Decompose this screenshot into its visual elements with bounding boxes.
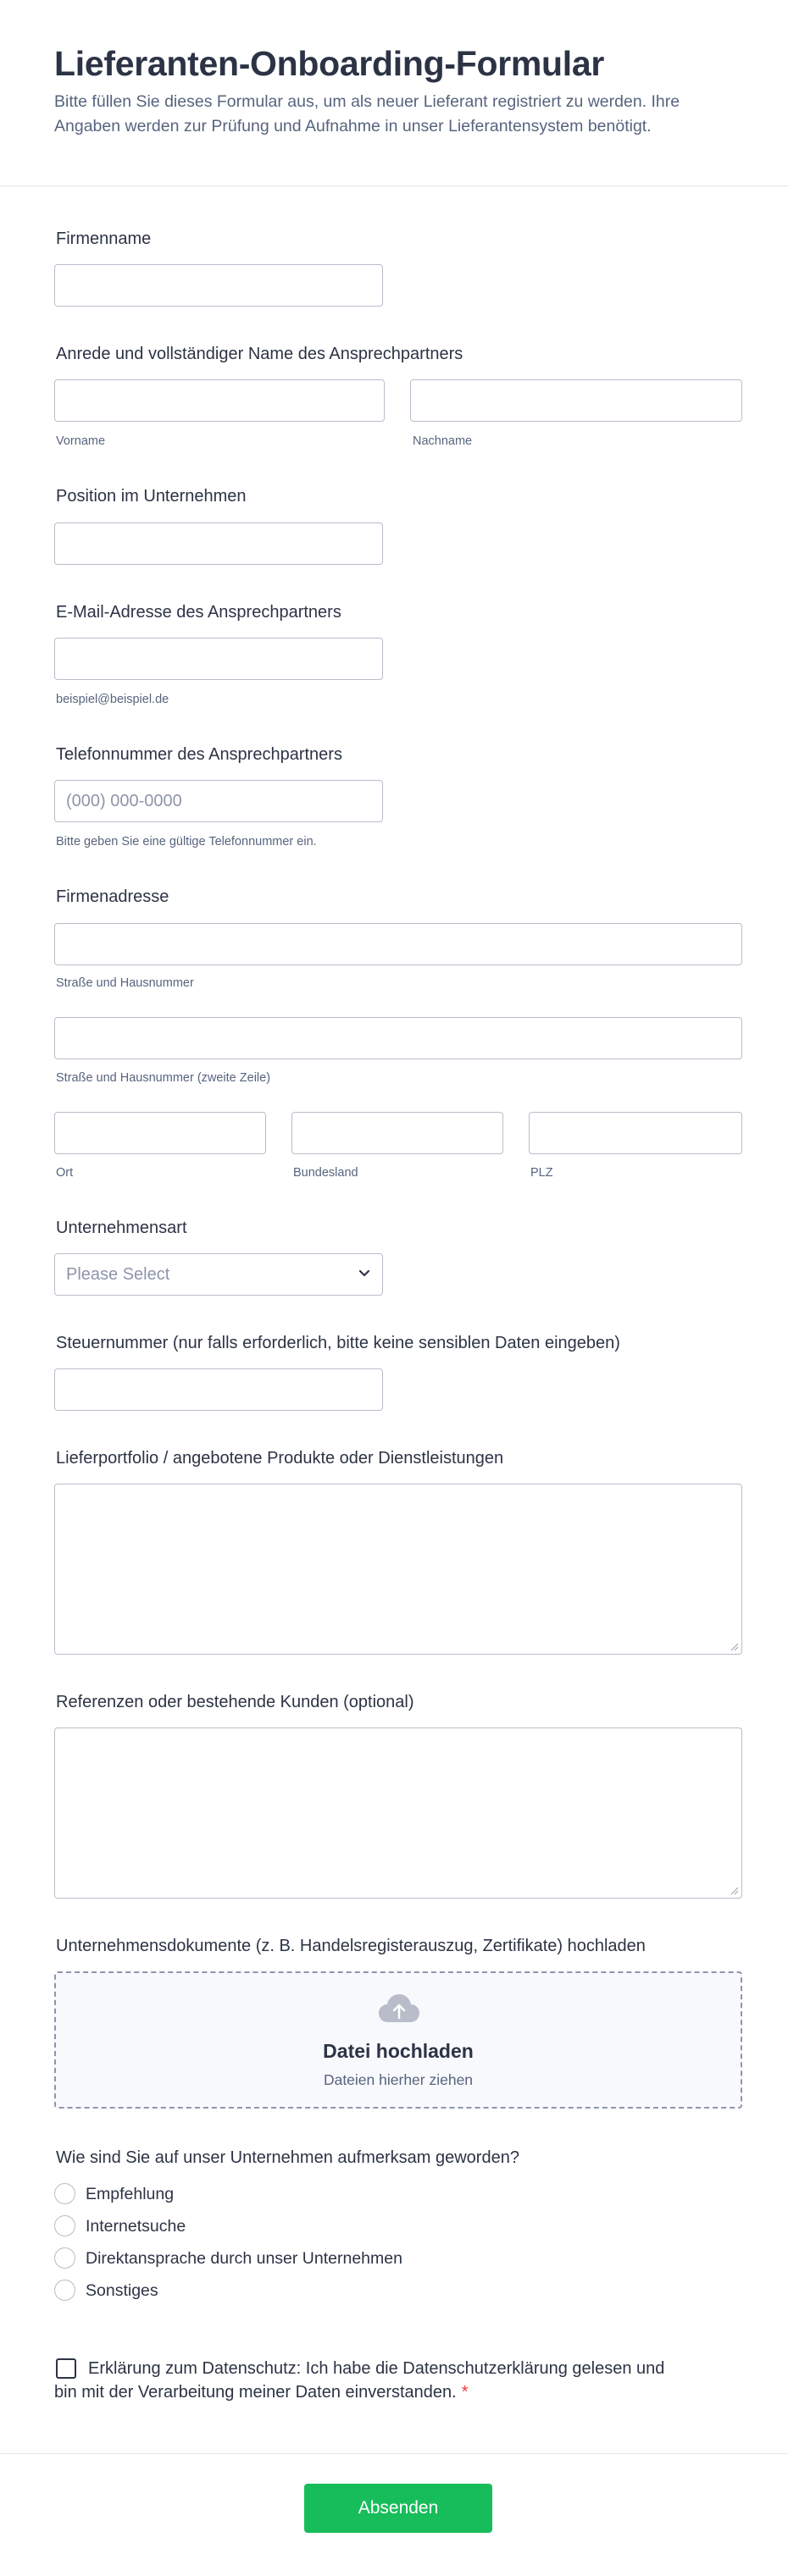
last-name-sublabel: Nachname <box>413 434 473 448</box>
zip-input[interactable] <box>529 1112 742 1154</box>
upload-subtitle: Dateien hierher ziehen <box>323 2071 474 2088</box>
form-title: Lieferanten-Onboarding-Formular <box>54 44 605 83</box>
radio-label: Direktansprache durch unser Unternehmen <box>86 2249 402 2268</box>
address-label: Firmenadresse <box>56 887 169 906</box>
portfolio-textarea[interactable] <box>54 1484 742 1655</box>
last-name-input[interactable] <box>410 379 742 422</box>
radio-button[interactable] <box>54 2247 75 2269</box>
portfolio-label: Lieferportfolio / angebotene Produkte oder Dienstleistungen <box>56 1449 504 1468</box>
city-input[interactable] <box>54 1112 266 1154</box>
references-textarea[interactable] <box>54 1727 742 1899</box>
upload-title: Datei hochladen <box>323 2040 474 2062</box>
phone-input[interactable]: (000) 000-0000 <box>54 780 383 822</box>
phone-label: Telefonnummer des Ansprechpartners <box>56 745 342 764</box>
first-name-input[interactable] <box>54 379 385 422</box>
state-sublabel: Bundesland <box>293 1166 358 1180</box>
radio-label: Sonstiges <box>86 2281 158 2300</box>
email-input[interactable] <box>54 638 383 680</box>
radio-label: Internetsuche <box>86 2217 186 2236</box>
company-type-label: Unternehmensart <box>56 1219 187 1237</box>
contact-name-label: Anrede und vollständiger Name des Ansprechpartners <box>56 345 463 363</box>
footer-divider <box>0 2453 788 2454</box>
tax-number-input[interactable] <box>54 1368 383 1411</box>
privacy-consent-text: Erklärung zum Datenschutz: Ich habe die Datenschutzerklärung gelesen und bin mit der Verarbeitung meiner Daten einverstanden. <box>54 2359 665 2402</box>
resize-handle-icon[interactable] <box>729 1885 739 1895</box>
file-upload-dropzone[interactable] <box>54 1971 742 2109</box>
street-input[interactable] <box>54 923 742 965</box>
radio-button[interactable] <box>54 2280 75 2301</box>
source-label: Wie sind Sie auf unser Unternehmen aufmerksam geworden? <box>56 2148 519 2167</box>
company-name-label: Firmenname <box>56 229 152 248</box>
city-sublabel: Ort <box>56 1166 74 1180</box>
privacy-consent-label <box>54 2357 673 2404</box>
position-input[interactable] <box>54 522 383 565</box>
street2-input[interactable] <box>54 1017 742 1059</box>
documents-label: Unternehmensdokumente (z. B. Handelsregisterauszug, Zertifikate) hochladen <box>56 1937 646 1955</box>
email-sublabel: beispiel@beispiel.de <box>56 693 169 706</box>
required-asterisk: * <box>461 2383 469 2402</box>
submit-button[interactable]: Absenden <box>304 2484 492 2533</box>
position-label: Position im Unternehmen <box>56 487 247 506</box>
street2-sublabel: Straße und Hausnummer (zweite Zeile) <box>56 1071 271 1085</box>
company-type-selected: Please Select <box>66 1265 170 1284</box>
email-label: E-Mail-Adresse des Ansprechpartners <box>56 603 341 622</box>
resize-handle-icon[interactable] <box>729 1641 739 1651</box>
form-description: Bitte füllen Sie dieses Formular aus, um als neuer Lieferant registriert zu werden. Ihre Angaben werden zur Prüfung und Aufnahme in unser Lieferantensystem benötigt. <box>54 92 680 135</box>
company-type-select[interactable] <box>54 1253 383 1296</box>
form-header <box>0 0 788 186</box>
radio-button[interactable] <box>54 2183 75 2204</box>
phone-sublabel: Bitte geben Sie eine gültige Telefonnummer ein. <box>56 835 317 849</box>
first-name-sublabel: Vorname <box>56 434 106 448</box>
chevron-down-icon <box>358 1269 370 1278</box>
references-label: Referenzen oder bestehende Kunden (optional) <box>56 1693 414 1711</box>
company-name-input[interactable] <box>54 264 383 307</box>
zip-sublabel: PLZ <box>530 1166 553 1180</box>
radio-button[interactable] <box>54 2215 75 2236</box>
cloud-upload-icon <box>378 1993 420 2024</box>
street-sublabel: Straße und Hausnummer <box>56 976 194 990</box>
tax-number-label: Steuernummer (nur falls erforderlich, bitte keine sensiblen Daten eingeben) <box>56 1334 620 1352</box>
state-input[interactable] <box>291 1112 503 1154</box>
radio-label: Empfehlung <box>86 2185 175 2203</box>
